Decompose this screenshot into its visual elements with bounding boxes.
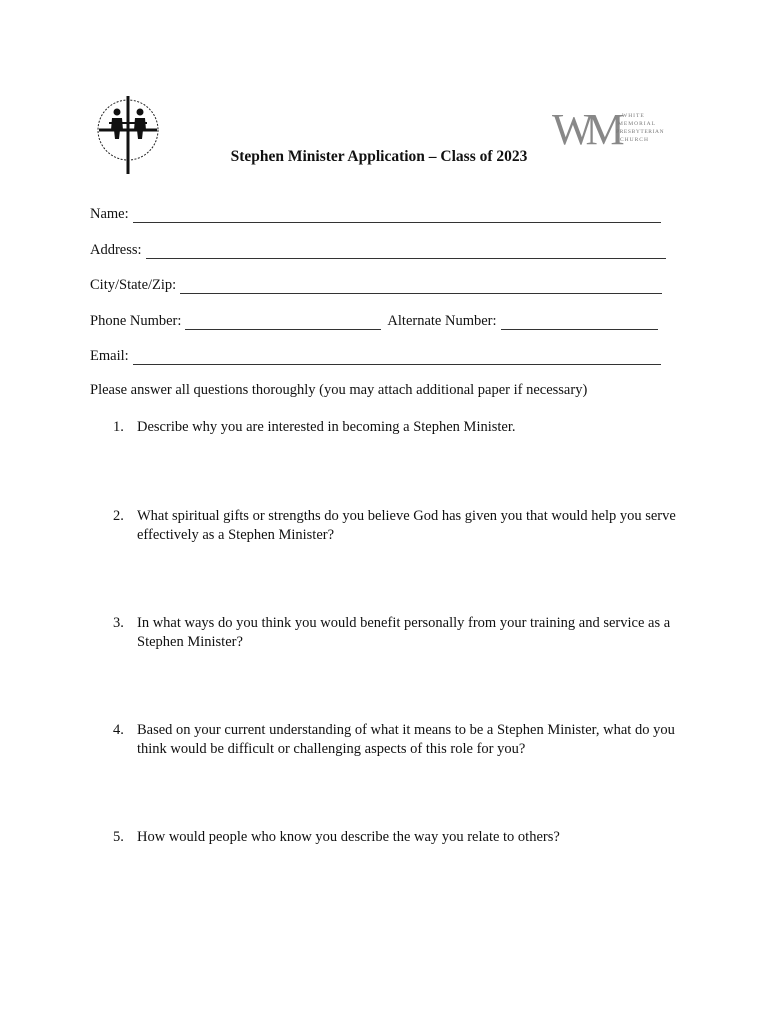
city-state-zip-field[interactable]: [180, 279, 662, 294]
phone-label: Phone Number:: [90, 313, 182, 329]
question-number: 4.: [113, 722, 124, 738]
question-text: What spiritual gifts or strengths do you believe God has given you that would help you serve effectively as a Stephen Minister?: [137, 508, 676, 543]
alternate-number-field[interactable]: [501, 315, 658, 330]
question-1: [113, 418, 683, 437]
instructions-text: Please answer all questions thoroughly (you may attach additional paper if necessary): [90, 382, 588, 398]
wm-line-1: WHITE: [622, 113, 645, 119]
question-text: Based on your current understanding of what it means to be a Stephen Minister, what do you think would be difficult or challenging aspects of this role for you?: [137, 722, 675, 757]
email-field[interactable]: [133, 350, 661, 365]
question-text: How would people who know you describe the way you relate to others?: [137, 829, 560, 845]
address-field[interactable]: [146, 244, 666, 259]
question-4: [113, 721, 683, 759]
page-title: Stephen Minister Application – Class of 2023: [230, 148, 528, 165]
question-2: [113, 507, 683, 545]
phone-field[interactable]: [185, 315, 381, 330]
question-5: [113, 828, 683, 847]
name-label: Name:: [90, 206, 129, 222]
alternate-number-label: Alternate Number:: [387, 313, 497, 329]
wm-line-3: PRESBYTERIAN: [616, 129, 665, 135]
question-number: 3.: [113, 615, 124, 631]
wm-monogram: WM: [552, 105, 617, 152]
question-number: 2.: [113, 508, 124, 524]
wm-line-4: CHURCH: [620, 137, 649, 143]
address-field-row: [90, 239, 666, 259]
email-label: Email:: [90, 348, 129, 364]
city-state-zip-field-row: [90, 274, 662, 294]
phone-field-row: [90, 310, 658, 330]
city-state-zip-label: City/State/Zip:: [90, 277, 177, 293]
church-cross-seal-logo: [95, 92, 165, 182]
wm-line-2: MEMORIAL: [618, 121, 656, 127]
name-field-row: [90, 203, 661, 223]
name-field[interactable]: [133, 208, 661, 223]
question-text: In what ways do you think you would benefit personally from your training and service as a Stephen Minister?: [137, 615, 671, 650]
question-number: 1.: [113, 419, 124, 435]
question-text: Describe why you are interested in becoming a Stephen Minister.: [137, 419, 516, 435]
address-label: Address:: [90, 242, 142, 258]
question-number: 5.: [113, 829, 124, 845]
question-3: [113, 614, 683, 652]
wm-church-logo: [550, 102, 670, 152]
email-field-row: [90, 345, 661, 365]
